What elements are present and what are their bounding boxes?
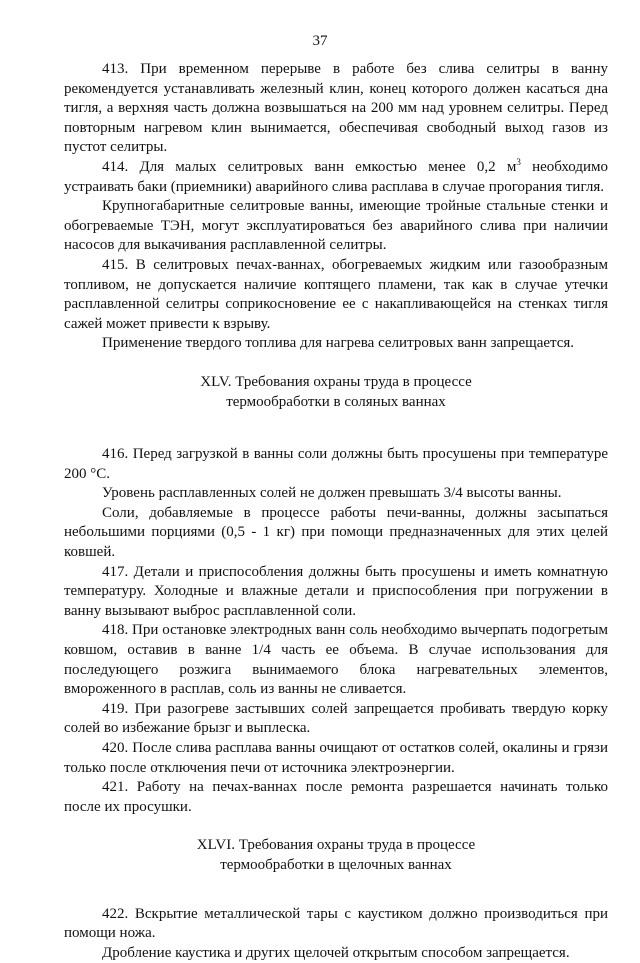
paragraph-417: 417. Детали и приспособления должны быть просушены и иметь комнатную температуру. Холодные и влажные детали и приспособления при погружении в ванну вызывают выброс расплавленной соли. <box>64 563 608 619</box>
paragraph-caustic-crushing: Дробление каустика и других щелочей открытым способом запрещается. <box>102 944 570 961</box>
paragraph-413: 413. При временном перерыве в работе без слива селитры в ванну рекомендуется устанавливать железный клин, конец которого должен касаться дна тигля, а верхняя часть должна возвышаться на 200 мм над уровнем селитры. Перед повторным нагревом клин вынимается, обеспечивая свободный выход газов из пустот селитры. <box>64 61 608 156</box>
paragraph-416: 416. Перед загрузкой в ванны соли должны быть просушены при температуре 200 °С. <box>64 446 608 482</box>
paragraph-422: 422. Вскрытие металлической тары с каустиком должно производиться при помощи ножа. <box>64 905 608 942</box>
paragraph-420: 420. После слива расплава ванны очищают от остатков солей, окалины и грязи только после отключения печи от источника электроэнергии. <box>64 740 608 776</box>
paragraph-421: 421. Работу на печах-ваннах после ремонта разрешается начинать только после их просушки. <box>64 779 608 815</box>
section-heading-xlv <box>64 373 608 412</box>
superscript-3: 3 <box>516 156 521 167</box>
section-heading-xlv-line2: термообработки в соляных ваннах <box>226 393 446 410</box>
document-body <box>64 60 608 963</box>
section-heading-xlv-line1: XLV. Требования охраны труда в процессе <box>200 373 472 390</box>
paragraph-418: 418. При остановке электродных ванн соль необходимо вычерпать подогретым ковшом, оставив в ванне 1/4 часть ее объема. В случае использования для последующего розжига вынимаемого блока нагревательных элементов, вмороженного в расплав, соль из ванны не сливается. <box>64 622 608 698</box>
page-number: 37 <box>312 33 328 49</box>
paragraph-414 <box>64 158 608 197</box>
paragraph-salt-portions: Соли, добавляемые в процессе работы печи-ванны, должны засыпаться небольшими порциями (0,5 - 1 кг) при помощи предназначенных для этих целей ковшей. <box>64 504 608 561</box>
paragraph-salt-level: Уровень расплавленных солей не должен превышать 3/4 высоты ванны. <box>102 485 562 502</box>
paragraph-419: 419. При разогреве застывших солей запрещается пробивать твердую корку солей во избежание брызг и выплеска. <box>64 700 608 737</box>
section-heading-xlvi <box>64 836 608 875</box>
paragraph-414-text-cont: необходимо устраивать баки (приемники) аварийного слива расплава в случае прогорания тигля. <box>64 158 608 195</box>
section-heading-xlvi-line1: XLVI. Требования охраны труда в процессе <box>196 837 476 854</box>
paragraph-415: 415. В селитровых печах-ваннах, обогреваемых жидким или газообразным топливом, не допускается наличие коптящего пламени, так как в случае утечки расплавленной селитры соприкосновение ее с накапливающейся на стенках тигля сажей может привести к взрыву. <box>64 256 608 332</box>
paragraph-414-text: 414. Для малых селитровых ванн емкостью менее 0,2 м <box>102 158 517 175</box>
paragraph-large-baths: Крупногабаритные селитровые ванны, имеющие тройные стальные стенки и обогреваемые ТЭН, могут эксплуатироваться без аварийного слива при наличии насосов для выкачивания расплавленной селитры. <box>64 198 608 254</box>
paragraph-solid-fuel: Применение твердого топлива для нагрева селитровых ванн запрещается. <box>102 335 575 352</box>
section-heading-xlvi-line2: термообработки в щелочных ваннах <box>220 856 452 873</box>
